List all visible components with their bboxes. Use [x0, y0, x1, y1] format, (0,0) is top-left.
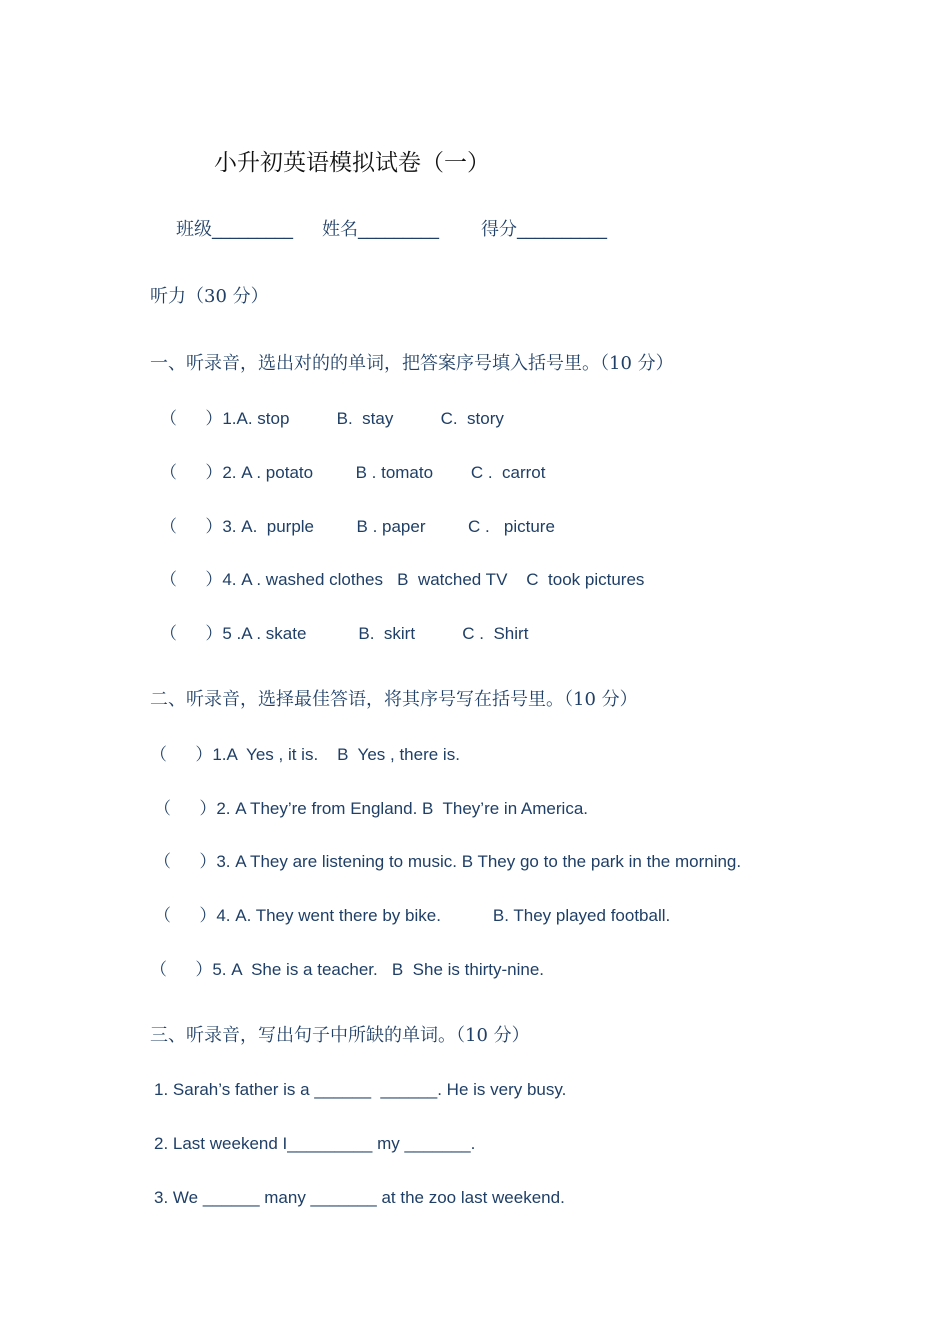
part1-question-2: （ ）2. A . potato B . tomato C . carrot	[160, 463, 546, 482]
part2-question-1: （ ）1.A Yes , it is. B Yes , there is.	[150, 745, 460, 764]
part2-question-3: （ ）3. A They are listening to music. B They go to the park in the morning.	[154, 852, 742, 871]
score-field-label: 得分__________	[481, 219, 607, 240]
part1-heading: 一、听录音，选出对的的单词，把答案序号填入括号里。（10 分）	[150, 353, 674, 374]
part3-heading: 三、听录音，写出句子中所缺的单词。（10 分）	[150, 1025, 530, 1046]
part2-question-2: （ ）2. A They’re from England. B They’re in America.	[154, 799, 588, 818]
part1-question-3: （ ）3. A. purple B . paper C . picture	[160, 517, 555, 536]
part1-question-4: （ ）4. A . washed clothes B watched TV C took pictures	[160, 570, 645, 589]
part1-question-5: （ ）5 .A . skate B. skirt C . Shirt	[160, 624, 529, 643]
part3-question-3: 3. We ______ many _______ at the zoo last weekend.	[154, 1188, 565, 1207]
part2-question-4: （ ）4. A. They went there by bike. B. They played football.	[154, 906, 671, 925]
part3-question-1: 1. Sarah’s father is a ______ ______. He is very busy.	[154, 1080, 567, 1099]
name-field-label: 姓名_________	[322, 219, 439, 240]
part2-heading: 二、听录音，选择最佳答语，将其序号写在括号里。（10 分）	[150, 689, 638, 710]
part2-question-5: （ ）5. A She is a teacher. B She is thirty-nine.	[150, 960, 545, 979]
page-title: 小升初英语模拟试卷（一）	[214, 150, 490, 176]
part1-question-1: （ ）1.A. stop B. stay C. story	[160, 409, 504, 428]
listening-header: 听力（30 分）	[150, 286, 269, 307]
part3-question-2: 2. Last weekend I_________ my _______.	[154, 1134, 476, 1153]
class-field-label: 班级_________	[176, 219, 293, 240]
